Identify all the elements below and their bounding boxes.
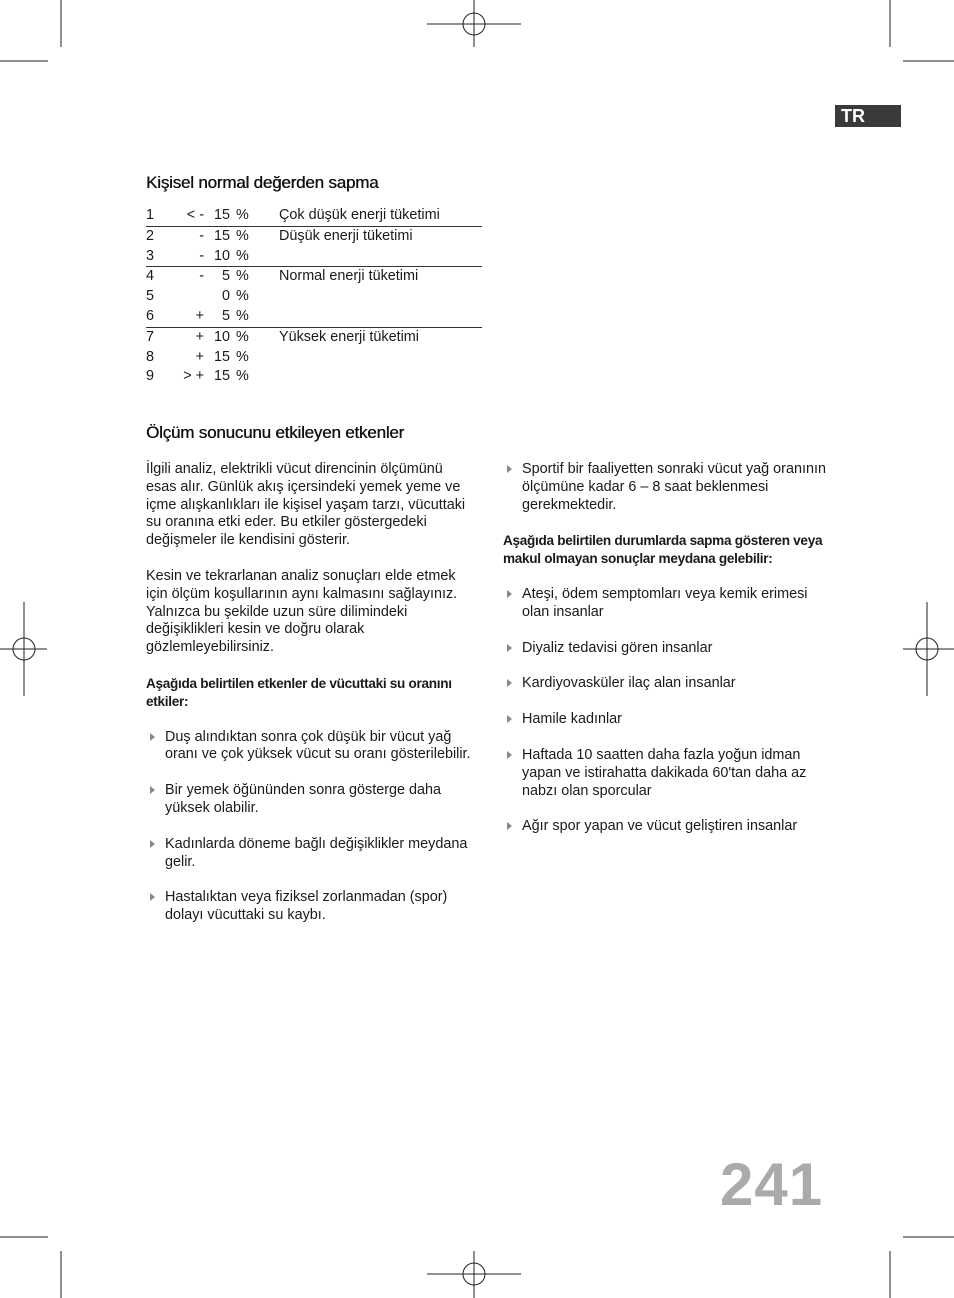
section-title-deviation: Kişisel normal değerden sapma [146,173,379,192]
table-row [146,226,482,246]
list-item: Sportif bir faaliyetten sonraki vücut yağ oranının ölçümüne kadar 6 – 8 saat beklenmesi gerekmektedir. [503,461,833,514]
row-number: 2 [146,226,172,246]
row-number: 6 [146,307,155,324]
row-sign: - [172,267,208,287]
row-value: 0 [221,288,230,305]
row-percent: % [236,307,249,324]
row-description: Düşük enerji tüketimi [279,226,482,246]
list-item: Ağır spor yapan ve vücut geliştiren insanlar [503,818,833,836]
list-item: Hamile kadınlar [503,711,833,729]
deviation-table [146,206,482,387]
list-item: Kardiyovasküler ilaç alan insanlar [503,675,833,693]
row-number: 1 [146,207,155,223]
row-percent: % [236,288,249,305]
row-description [279,348,482,368]
row-value: 5 [221,307,230,324]
row-description [279,307,482,327]
row-sign: - [172,226,208,246]
row-description: Çok düşük enerji tüketimi [279,207,440,223]
row-number: 8 [146,348,155,365]
right-column [503,461,833,836]
row-percent: % [230,327,279,347]
table-row [146,206,482,226]
left-column [146,461,476,925]
row-sign: - [199,247,204,264]
table-row [146,267,482,287]
row-value: 15 [213,207,230,223]
row-value: 15 [213,348,230,365]
row-description [279,287,482,307]
arrow-bullet-icon [507,590,512,598]
arrow-bullet-icon [507,715,512,723]
row-value: 10 [213,247,230,264]
row-number: 9 [146,368,155,385]
list-item: Diyaliz tedavisi gören insanlar [503,640,833,658]
deviation-conditions-note: Aşağıda belirtilen durumlarda sapma gösteren veya makul olmayan sonuçlar meydana gelebilir: [503,533,823,567]
row-description [279,247,482,267]
table-row [146,287,482,307]
row-value: 10 [208,327,230,347]
list-item: Duş alındıktan sonra çok düşük bir vücut yağ oranı ve çok yüksek vücut su oranı gösterilebilir. [146,729,476,765]
row-sign [172,287,208,307]
row-description [279,367,482,387]
table-row [146,307,482,327]
row-percent: % [230,267,279,287]
row-value: 15 [208,226,230,246]
row-number: 5 [146,288,155,305]
row-sign: + [195,348,204,365]
row-description: Normal enerji tüketimi [279,267,482,287]
table-row [146,327,482,347]
row-number: 4 [146,267,172,287]
arrow-bullet-icon [507,465,512,473]
arrow-bullet-icon [150,840,155,848]
row-percent: % [236,207,249,223]
arrow-bullet-icon [507,822,512,830]
page-number: 241 [720,1151,824,1218]
accuracy-paragraph: Kesin ve tekrarlanan analiz sonuçları elde etmek için ölçüm koşullarının aynı kalmasını sağlayınız. Yalnızca bu şekilde uzun süre dilimindeki değişiklikleri kesin ve doğru olarak gözlemleyebilirsiniz. [146,567,458,656]
list-item: Haftada 10 saatten daha fazla yoğun idman yapan ve istirahatta dakikada 60'tan daha az nabzı olan sporcular [503,747,833,800]
section-title-factors: Ölçüm sonucunu etkileyen etkenler [146,423,404,442]
arrow-bullet-icon [150,786,155,794]
row-sign: + [172,327,208,347]
arrow-bullet-icon [507,679,512,687]
list-item: Ateşi, ödem semptomları veya kemik erimesi olan insanlar [503,586,833,622]
table-row [146,367,482,387]
row-sign: < - [186,207,204,223]
row-percent: % [236,348,249,365]
row-sign: + [195,307,204,324]
language-badge: TR [835,105,901,127]
row-percent: % [236,368,249,385]
row-number: 3 [146,247,155,264]
arrow-bullet-icon [507,644,512,652]
table-row [146,247,482,267]
factors-note: Aşağıda belirtilen etkenler de vücuttaki su oranını etkiler: [146,675,452,709]
intro-paragraph: İlgili analiz, elektrikli vücut direncinin ölçümünü esas alır. Günlük akış içersindeki yemek yeme ve içme alışkanlıkları ile kişisel yaşam tarzı, vücuttaki su oranına etki eder. Bu etkiler göstergedeki değişmeler ile kendisini gösterir. [146,461,466,549]
list-item: Kadınlarda döneme bağlı değişiklikler meydana gelir. [146,836,476,872]
list-item: Hastalıktan veya fiziksel zorlanmadan (spor) dolayı vücuttaki su kaybı. [146,889,476,925]
row-description: Yüksek enerji tüketimi [279,327,482,347]
row-percent: % [230,226,279,246]
list-item: Bir yemek öğününden sonra gösterge daha yüksek olabilir. [146,782,476,818]
row-number: 7 [146,327,172,347]
table-row [146,348,482,368]
arrow-bullet-icon [507,751,512,759]
row-value: 5 [208,267,230,287]
row-value: 15 [213,368,230,385]
row-sign: > + [183,368,204,385]
arrow-bullet-icon [150,733,155,741]
arrow-bullet-icon [150,893,155,901]
row-percent: % [236,247,249,264]
